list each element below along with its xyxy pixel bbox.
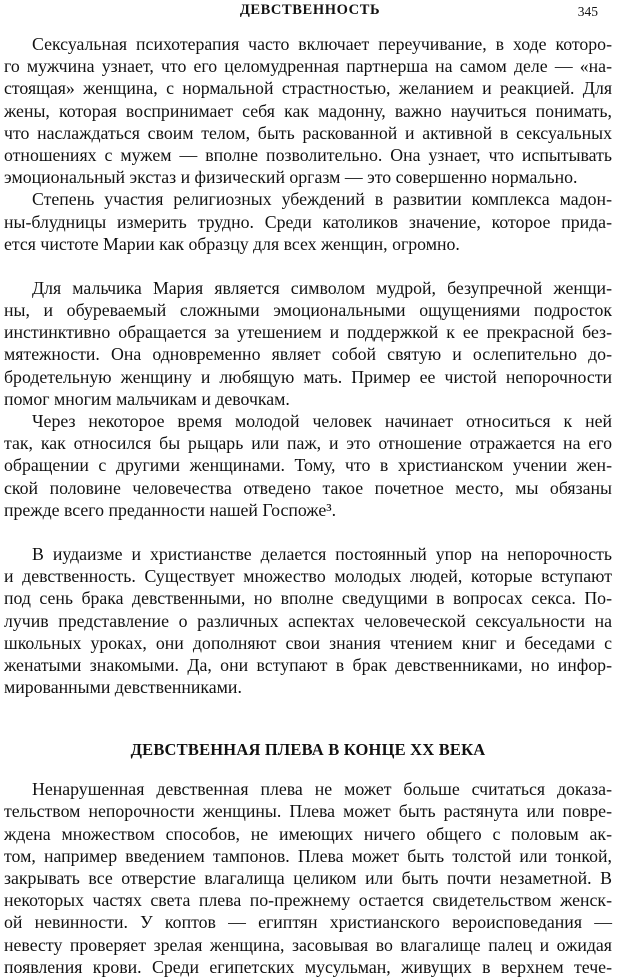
text-line: Через некоторое время молодой человек начинает относиться к ней [32, 411, 612, 431]
paragraph [4, 33, 612, 188]
text-line: Ненарушенная девственная плева не может больше считаться доказа- [32, 779, 612, 800]
text-line: закрывать все отверстие влагалища целиком или быть почти незаметной. В [4, 868, 612, 888]
paragraph [4, 543, 612, 698]
page-body [4, 33, 612, 978]
text-line: го мужчина узнает, что его целомудренная партнерша на самом деле — «на- [4, 56, 612, 77]
text-line: эмоциональный экстаз и физический оргазм — это совершенно нормально. [4, 167, 578, 188]
paragraph [4, 277, 612, 410]
text-line: женатыми знакомыми. Да, они вступают в брак девственниками, но инфор- [4, 654, 612, 675]
text-line: ой невинности. У коптов — египтян христианского вероисповедания — [4, 912, 612, 933]
text-line: Сексуальная психотерапия часто включает переучивание, в ходе которо- [32, 34, 612, 54]
text-line: ждена множеством способов, не имеющих ничего общего с половым ак- [4, 823, 612, 844]
text-line: Для мальчика Мария является символом мудрой, безупречной женщи- [32, 277, 612, 298]
running-head: ДЕВСТВЕННОСТЬ [239, 2, 381, 18]
text-line: жены, которая воспринимает себя как мадонну, важно научиться понимать, [4, 100, 612, 121]
text-line: стоящая» женщина, с нормальной страстностью, желанием и реакцией. Для [4, 78, 612, 99]
text-line: лучив представление о различных аспектах человеческой сексуальности на [4, 610, 612, 631]
page-header [0, 2, 620, 22]
text-line: Степень участия религиозных убеждений в развитии комплекса мадон- [32, 189, 612, 210]
text-line: так, как относился бы рыцарь или паж, и это отношение отражается на его [4, 433, 612, 454]
text-line: появления крови. Среди египетских мусульман, живущих в верхнем тече- [4, 956, 612, 977]
text-line: инстинктивно обращается за утешением и поддержкой к ее прекрасной без- [4, 322, 612, 343]
text-line: мированными девственниками. [4, 677, 242, 698]
text-line: том, например введением тампонов. Плева может быть толстой или тонкой, [4, 845, 612, 866]
paragraph [4, 188, 612, 255]
text-line: ется чистоте Марии как образцу для всех женщин, огромно. [4, 233, 460, 254]
text-line: и девственность. Существует множество молодых людей, которые вступают [4, 566, 612, 587]
text-line: ской половине человечества отведено такое почетное место, мы обязаны [4, 477, 612, 498]
text-line: отношениях с мужем — вполне позволительно. Она узнает, что испытывать [4, 144, 612, 165]
paragraph [4, 778, 612, 978]
text-line: ны-блудницы измерить трудно. Среди католиков значение, которое прида- [4, 211, 612, 232]
text-line: некоторых частях света плева по-прежнему остается свидетельством женск- [4, 890, 612, 911]
paragraph [4, 410, 612, 521]
text-line: под сень брака девственными, но вполне сведущими в вопросах секса. По- [4, 588, 612, 609]
text-line: обращении с другими женщинами. Тому, что в христианском учении жен- [4, 455, 612, 476]
text-line: В иудаизме и христианстве делается постоянный упор на непорочность [32, 543, 612, 564]
text-line: тельством непорочности женщины. Плева может быть растянута или повре- [4, 801, 612, 822]
text-line: помог многим мальчикам и девочкам. [4, 388, 290, 409]
text-line: ны, и обуреваемый сложными эмоциональными ощущениями подросток [4, 300, 612, 321]
section-heading: ДЕВСТВЕННАЯ ПЛЕВА В КОНЦЕ XX ВЕКА [130, 740, 486, 760]
page-number: 345 [577, 4, 598, 19]
text-line: что наслаждаться своим телом, быть раскованной и активной в сексуальных [4, 122, 612, 143]
text-line: невесту проверяет зрелая женщина, засовывая во влагалище палец и ожидая [4, 934, 612, 955]
text-line: мятежности. Она одновременно являет собой святую и ослепительно до- [4, 344, 612, 365]
text-line: прежде всего преданности нашей Госпоже³. [4, 499, 337, 520]
text-line: бродетельную женщину и любящую мать. Пример ее чистой непорочности [4, 366, 612, 387]
text-line: школьных уроках, они дополняют свои знания чтением книг и беседами с [4, 632, 612, 653]
